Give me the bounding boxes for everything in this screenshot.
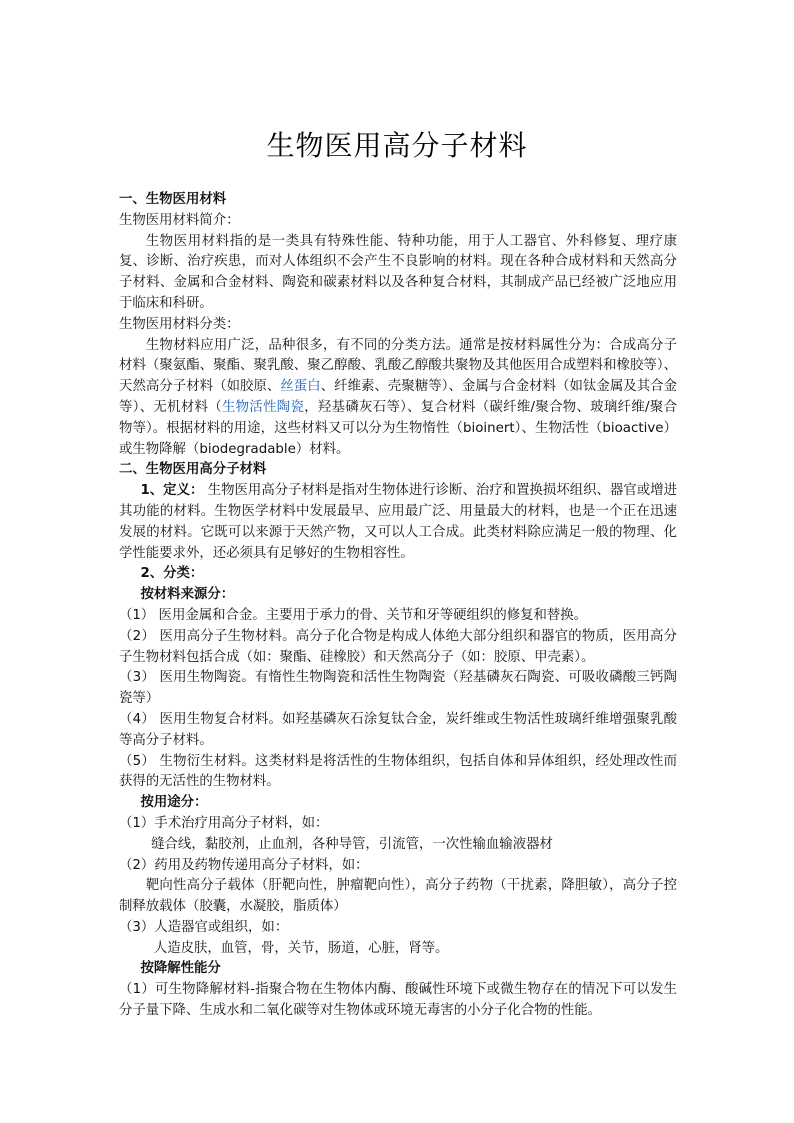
document-body [119,190,677,1022]
list-item-detail: 靶向性高分子载体（肝靶向性，肿瘤靶向性），高分子药物（干扰素，降胆敏），高分子控制释放载体（胶囊，水凝胶，脂质体） [119,878,677,915]
classification-subheading: 2、分类： [140,566,204,582]
by-source-label: 按材料来源分： [140,587,235,603]
list-item-detail: 缝合线，黏胶剂，止血剂，各种导管，引流管，一次性输血输液器材 [151,836,553,852]
classification-text-2: 、纤维素、壳聚糖等）、金属与合金材料（如钛金属及其合金等）、无机材料（ [119,379,677,415]
definition-paragraph [119,481,677,564]
list-item: （3） 医用生物陶瓷。有惰性生物陶瓷和活性生物陶瓷（羟基磷灰石陶瓷、可吸收磷酸三钙陶瓷等） [119,670,677,707]
by-degradation-label: 按降解性能分 [140,961,221,977]
intro-paragraph: 生物医用材料指的是一类具有特殊性能、特种功能，用于人工器官、外科修复、理疗康复、诊断、治疗疾患，而对人体组织不会产生不良影响的材料。现在各种合成材料和天然高分子材料、金属和合金材料、陶瓷和碳素材料以及各种复合材料，其制成产品已经被广泛地应用于临床和科研。 [119,233,677,311]
classification-paragraph [119,336,677,461]
section-heading-biomedical-materials: 一、生物医用材料 [119,192,227,207]
link-bioactive-ceramics[interactable]: 生物活性陶瓷 [221,399,305,415]
list-item: （1） 医用金属和合金。主要用于承力的骨、关节和牙等硬组织的修复和替换。 [119,607,588,623]
intro-label: 生物医用材料简介： [119,212,240,228]
list-item: （1）可生物降解材料-指聚合物在生物体内酶、酸碱性环境下或微生物存在的情况下可以发生分子量下降、生成水和二氧化碳等对生物体或环境无毒害的小分子化合物的性能。 [119,982,677,1019]
definition-text: 生物医用高分子材料是指对生物体进行诊断、治疗和置换损坏组织、器官或增进其功能的材料。生物医学材料中发展最早、应用最广泛、用量最大的材料，也是一个正在迅速发展的材料。它既可以来源于天然产物，又可以人工合成。此类材料除应满足一般的物理、化学性能要求外，还必须具有足够好的生物相容性。 [119,483,677,561]
list-item-detail: 人造皮肤，血管，骨，关节，肠道，心脏，肾等。 [153,940,449,956]
definition-label: 1、定义： [140,483,204,499]
list-item: （4） 医用生物复合材料。如羟基磷灰石涂复钛合金，炭纤维或生物活性玻璃纤维增强聚乳酸等高分子材料。 [119,711,677,748]
document-title: 生物医用高分子材料 [266,129,528,162]
classification-text-1: 生物材料应用广泛，品种很多，有不同的分类方法。通常是按材料属性分为：合成高分子材料（聚氨酯、聚酯、聚乳酸、聚乙醇酸、乳酸乙醇酸共聚物及其他医用合成塑料和橡胶等）、天然高分子材料（如胶原、 [119,337,677,395]
link-silk-protein[interactable]: 丝蛋白 [280,379,321,395]
list-item: （3）人造器官或组织，如： [119,919,289,935]
section-heading-polymer-materials: 二、生物医用高分子材料 [119,462,267,478]
by-use-label: 按用途分： [140,795,208,811]
classification-text-3: ，羟基磷灰石等）、复合材料（碳纤维/聚合物、玻璃纤维/聚合物等）。根据材料的用途，这些材料又可以分为生物惰性（bioinert）、生物活性（bioactive）或生物降解（biodegradable）材料。 [119,399,677,457]
list-item: （1）手术治疗用高分子材料，如： [119,815,329,831]
list-item: （2）药用及药物传递用高分子材料，如： [119,857,369,873]
classification-label: 生物医用材料分类： [119,316,240,332]
list-item: （5） 生物衍生材料。这类材料是将活性的生物体组织，包括自体和异体组织，经处理改性而获得的无活性的生物材料。 [119,753,677,790]
list-item: （2） 医用高分子生物材料。高分子化合物是构成人体绝大部分组织和器官的物质，医用高分子生物材料包括合成（如：聚酯、硅橡胶）和天然高分子（如：胶原、甲壳素）。 [119,628,677,665]
